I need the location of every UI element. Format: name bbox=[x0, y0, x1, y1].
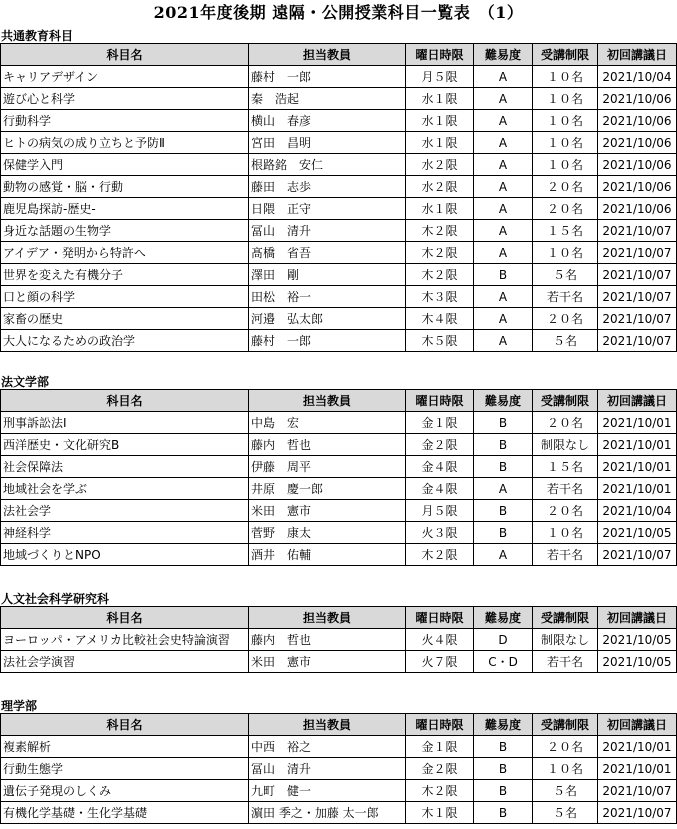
cell-instructor: 藤内 哲也 bbox=[249, 629, 406, 651]
table-row bbox=[1, 242, 677, 264]
cell-difficulty: A bbox=[474, 66, 533, 88]
cell-enrollment-limit: １０名 bbox=[533, 88, 598, 110]
cell-day-period: 木３限 bbox=[406, 286, 474, 308]
table-row bbox=[1, 522, 677, 544]
table-row bbox=[1, 66, 677, 88]
section-title: 共通教育科目 bbox=[1, 29, 74, 43]
cell-difficulty: A bbox=[474, 286, 533, 308]
section-title: 法文学部 bbox=[1, 375, 50, 389]
cell-enrollment-limit: ５名 bbox=[533, 802, 598, 824]
header-enrollment-limit: 受講制限 bbox=[533, 607, 598, 629]
cell-day-period: 木２限 bbox=[406, 264, 474, 286]
cell-day-period: 木１限 bbox=[406, 802, 474, 824]
table-row bbox=[1, 629, 677, 651]
cell-enrollment-limit: 若干名 bbox=[533, 544, 598, 566]
table-header-row bbox=[1, 607, 677, 629]
cell-first-class-date: 2021/10/01 bbox=[598, 736, 677, 758]
cell-enrollment-limit: ５名 bbox=[533, 264, 598, 286]
header-first-class-date: 初回講議日 bbox=[598, 390, 677, 412]
cell-first-class-date: 2021/10/07 bbox=[598, 264, 677, 286]
cell-first-class-date: 2021/10/06 bbox=[598, 154, 677, 176]
cell-first-class-date: 2021/10/01 bbox=[598, 758, 677, 780]
cell-enrollment-limit: １０名 bbox=[533, 522, 598, 544]
cell-course-name: ヨーロッパ・アメリカ比較社会史特論演習 bbox=[1, 629, 249, 651]
cell-difficulty: A bbox=[474, 132, 533, 154]
cell-course-name: 動物の感覚・脳・行動 bbox=[1, 176, 249, 198]
cell-day-period: 木４限 bbox=[406, 308, 474, 330]
cell-course-name: 社会保障法 bbox=[1, 456, 249, 478]
cell-day-period: 金４限 bbox=[406, 478, 474, 500]
cell-instructor: 酒井 佑輔 bbox=[249, 544, 406, 566]
cell-enrollment-limit: １０名 bbox=[533, 154, 598, 176]
table-row bbox=[1, 478, 677, 500]
section-title: 理学部 bbox=[1, 699, 38, 713]
cell-difficulty: A bbox=[474, 308, 533, 330]
cell-course-name: 行動生態学 bbox=[1, 758, 249, 780]
cell-day-period: 水２限 bbox=[406, 154, 474, 176]
table-row bbox=[1, 736, 677, 758]
table-row bbox=[1, 132, 677, 154]
cell-day-period: 木２限 bbox=[406, 780, 474, 802]
cell-first-class-date: 2021/10/06 bbox=[598, 110, 677, 132]
cell-enrollment-limit: 若干名 bbox=[533, 651, 598, 673]
page-title: 2021年度後期 遠隔・公開授業科目一覧表 （1） bbox=[153, 3, 524, 22]
header-day-period: 曜日時限 bbox=[406, 44, 474, 66]
cell-day-period: 月５限 bbox=[406, 66, 474, 88]
cell-instructor: 濵田 季之・加藤 太一郎 bbox=[249, 802, 406, 824]
table-row bbox=[1, 456, 677, 478]
cell-course-name: 刑事訴訟法Ⅰ bbox=[1, 412, 249, 434]
cell-difficulty: A bbox=[474, 220, 533, 242]
header-course-name: 科目名 bbox=[1, 44, 249, 66]
table-row bbox=[1, 176, 677, 198]
cell-first-class-date: 2021/10/05 bbox=[598, 522, 677, 544]
cell-first-class-date: 2021/10/06 bbox=[598, 198, 677, 220]
header-enrollment-limit: 受講制限 bbox=[533, 390, 598, 412]
course-table bbox=[0, 713, 677, 824]
cell-instructor: 米田 憲市 bbox=[249, 651, 406, 673]
table-row bbox=[1, 330, 677, 352]
cell-course-name: 遺伝子発現のしくみ bbox=[1, 780, 249, 802]
cell-day-period: 水１限 bbox=[406, 132, 474, 154]
cell-enrollment-limit: １０名 bbox=[533, 132, 598, 154]
cell-course-name: 地域社会を学ぶ bbox=[1, 478, 249, 500]
table-header-row bbox=[1, 390, 677, 412]
cell-enrollment-limit: ５名 bbox=[533, 780, 598, 802]
cell-day-period: 水２限 bbox=[406, 176, 474, 198]
cell-first-class-date: 2021/10/06 bbox=[598, 132, 677, 154]
table-row bbox=[1, 500, 677, 522]
cell-difficulty: B bbox=[474, 456, 533, 478]
cell-first-class-date: 2021/10/07 bbox=[598, 544, 677, 566]
header-day-period: 曜日時限 bbox=[406, 607, 474, 629]
cell-first-class-date: 2021/10/01 bbox=[598, 412, 677, 434]
cell-difficulty: A bbox=[474, 154, 533, 176]
cell-instructor: 秦 浩起 bbox=[249, 88, 406, 110]
cell-day-period: 木２限 bbox=[406, 220, 474, 242]
cell-course-name: キャリアデザイン bbox=[1, 66, 249, 88]
table-row bbox=[1, 198, 677, 220]
cell-course-name: 鹿児島探訪-歴史- bbox=[1, 198, 249, 220]
table-row bbox=[1, 220, 677, 242]
header-course-name: 科目名 bbox=[1, 607, 249, 629]
cell-first-class-date: 2021/10/01 bbox=[598, 478, 677, 500]
cell-first-class-date: 2021/10/07 bbox=[598, 780, 677, 802]
cell-instructor: 米田 憲市 bbox=[249, 500, 406, 522]
cell-course-name: 行動科学 bbox=[1, 110, 249, 132]
cell-day-period: 水１限 bbox=[406, 88, 474, 110]
cell-instructor: 藤田 志歩 bbox=[249, 176, 406, 198]
cell-instructor: 藤村 一郎 bbox=[249, 330, 406, 352]
header-course-name: 科目名 bbox=[1, 714, 249, 736]
cell-course-name: 地域づくりとNPO bbox=[1, 544, 249, 566]
cell-day-period: 火４限 bbox=[406, 629, 474, 651]
cell-day-period: 火７限 bbox=[406, 651, 474, 673]
cell-day-period: 木５限 bbox=[406, 330, 474, 352]
cell-course-name: 複素解析 bbox=[1, 736, 249, 758]
cell-course-name: 法社会学演習 bbox=[1, 651, 249, 673]
cell-difficulty: A bbox=[474, 88, 533, 110]
cell-difficulty: B bbox=[474, 412, 533, 434]
cell-day-period: 金１限 bbox=[406, 736, 474, 758]
cell-first-class-date: 2021/10/06 bbox=[598, 176, 677, 198]
cell-instructor: 河邉 弘太郎 bbox=[249, 308, 406, 330]
cell-course-name: 神経科学 bbox=[1, 522, 249, 544]
cell-enrollment-limit: １０名 bbox=[533, 758, 598, 780]
cell-course-name: ヒトの病気の成り立ちと予防Ⅱ bbox=[1, 132, 249, 154]
course-table bbox=[0, 606, 677, 673]
header-difficulty: 難易度 bbox=[474, 390, 533, 412]
cell-difficulty: A bbox=[474, 198, 533, 220]
header-enrollment-limit: 受講制限 bbox=[533, 44, 598, 66]
cell-instructor: 伊藤 周平 bbox=[249, 456, 406, 478]
cell-first-class-date: 2021/10/07 bbox=[598, 242, 677, 264]
cell-enrollment-limit: ２０名 bbox=[533, 736, 598, 758]
section bbox=[0, 29, 677, 352]
section bbox=[0, 375, 677, 566]
section bbox=[0, 592, 677, 673]
cell-enrollment-limit: 制限なし bbox=[533, 629, 598, 651]
cell-instructor: 中西 裕之 bbox=[249, 736, 406, 758]
cell-enrollment-limit: １０名 bbox=[533, 110, 598, 132]
cell-enrollment-limit: １０名 bbox=[533, 66, 598, 88]
cell-instructor: 菅野 康太 bbox=[249, 522, 406, 544]
cell-course-name: 西洋歴史・文化研究B bbox=[1, 434, 249, 456]
cell-enrollment-limit: ２０名 bbox=[533, 198, 598, 220]
cell-course-name: 大人になるための政治学 bbox=[1, 330, 249, 352]
cell-course-name: 有機化学基礎・生化学基礎 bbox=[1, 802, 249, 824]
cell-enrollment-limit: ２０名 bbox=[533, 308, 598, 330]
header-difficulty: 難易度 bbox=[474, 607, 533, 629]
cell-first-class-date: 2021/10/07 bbox=[598, 220, 677, 242]
cell-instructor: 澤田 剛 bbox=[249, 264, 406, 286]
cell-difficulty: A bbox=[474, 330, 533, 352]
table-row bbox=[1, 308, 677, 330]
cell-difficulty: D bbox=[474, 629, 533, 651]
table-row bbox=[1, 264, 677, 286]
cell-enrollment-limit: ２０名 bbox=[533, 176, 598, 198]
cell-first-class-date: 2021/10/04 bbox=[598, 500, 677, 522]
cell-day-period: 木２限 bbox=[406, 544, 474, 566]
course-table bbox=[0, 389, 677, 566]
cell-instructor: 根路銘 安仁 bbox=[249, 154, 406, 176]
header-first-class-date: 初回講議日 bbox=[598, 607, 677, 629]
cell-course-name: アイデア・発明から特許へ bbox=[1, 242, 249, 264]
cell-difficulty: A bbox=[474, 110, 533, 132]
cell-course-name: 世界を変えた有機分子 bbox=[1, 264, 249, 286]
cell-instructor: 藤村 一郎 bbox=[249, 66, 406, 88]
header-day-period: 曜日時限 bbox=[406, 390, 474, 412]
header-instructor: 担当教員 bbox=[249, 607, 406, 629]
cell-difficulty: A bbox=[474, 176, 533, 198]
cell-day-period: 木２限 bbox=[406, 242, 474, 264]
cell-first-class-date: 2021/10/07 bbox=[598, 308, 677, 330]
table-header-row bbox=[1, 44, 677, 66]
table-row bbox=[1, 286, 677, 308]
cell-first-class-date: 2021/10/07 bbox=[598, 286, 677, 308]
cell-difficulty: B bbox=[474, 780, 533, 802]
cell-enrollment-limit: １５名 bbox=[533, 220, 598, 242]
cell-instructor: 九町 健一 bbox=[249, 780, 406, 802]
cell-instructor: 日隈 正守 bbox=[249, 198, 406, 220]
table-row bbox=[1, 110, 677, 132]
cell-difficulty: B bbox=[474, 802, 533, 824]
cell-instructor: 中島 宏 bbox=[249, 412, 406, 434]
cell-enrollment-limit: 若干名 bbox=[533, 286, 598, 308]
cell-instructor: 藤内 哲也 bbox=[249, 434, 406, 456]
header-enrollment-limit: 受講制限 bbox=[533, 714, 598, 736]
cell-day-period: 金１限 bbox=[406, 412, 474, 434]
cell-course-name: 保健学入門 bbox=[1, 154, 249, 176]
cell-instructor: 宮田 昌明 bbox=[249, 132, 406, 154]
cell-first-class-date: 2021/10/04 bbox=[598, 66, 677, 88]
table-row bbox=[1, 780, 677, 802]
cell-instructor: 井原 慶一郎 bbox=[249, 478, 406, 500]
table-row bbox=[1, 154, 677, 176]
cell-day-period: 火３限 bbox=[406, 522, 474, 544]
cell-course-name: 身近な話題の生物学 bbox=[1, 220, 249, 242]
cell-difficulty: B bbox=[474, 434, 533, 456]
table-header-row bbox=[1, 714, 677, 736]
cell-enrollment-limit: ２０名 bbox=[533, 500, 598, 522]
cell-difficulty: C・D bbox=[474, 651, 533, 673]
cell-first-class-date: 2021/10/01 bbox=[598, 456, 677, 478]
cell-first-class-date: 2021/10/01 bbox=[598, 434, 677, 456]
cell-instructor: 髙橋 省吾 bbox=[249, 242, 406, 264]
cell-day-period: 水１限 bbox=[406, 198, 474, 220]
cell-enrollment-limit: 制限なし bbox=[533, 434, 598, 456]
cell-difficulty: A bbox=[474, 544, 533, 566]
cell-first-class-date: 2021/10/07 bbox=[598, 802, 677, 824]
cell-difficulty: B bbox=[474, 264, 533, 286]
header-first-class-date: 初回講議日 bbox=[598, 44, 677, 66]
cell-enrollment-limit: ５名 bbox=[533, 330, 598, 352]
cell-instructor: 田松 裕一 bbox=[249, 286, 406, 308]
cell-difficulty: A bbox=[474, 478, 533, 500]
table-row bbox=[1, 434, 677, 456]
cell-difficulty: B bbox=[474, 758, 533, 780]
header-instructor: 担当教員 bbox=[249, 44, 406, 66]
header-day-period: 曜日時限 bbox=[406, 714, 474, 736]
cell-day-period: 金４限 bbox=[406, 456, 474, 478]
cell-instructor: 冨山 清升 bbox=[249, 758, 406, 780]
table-row bbox=[1, 412, 677, 434]
cell-instructor: 冨山 清升 bbox=[249, 220, 406, 242]
cell-day-period: 金２限 bbox=[406, 758, 474, 780]
header-course-name: 科目名 bbox=[1, 390, 249, 412]
cell-instructor: 横山 春彦 bbox=[249, 110, 406, 132]
cell-difficulty: B bbox=[474, 500, 533, 522]
cell-enrollment-limit: 若干名 bbox=[533, 478, 598, 500]
cell-difficulty: B bbox=[474, 736, 533, 758]
header-difficulty: 難易度 bbox=[474, 44, 533, 66]
cell-course-name: 遊び心と科学 bbox=[1, 88, 249, 110]
cell-first-class-date: 2021/10/05 bbox=[598, 651, 677, 673]
section-title: 人文社会科学研究科 bbox=[1, 592, 110, 606]
cell-course-name: 口と顔の科学 bbox=[1, 286, 249, 308]
section bbox=[0, 699, 677, 824]
cell-day-period: 水１限 bbox=[406, 110, 474, 132]
cell-first-class-date: 2021/10/05 bbox=[598, 629, 677, 651]
table-row bbox=[1, 88, 677, 110]
cell-enrollment-limit: ２０名 bbox=[533, 412, 598, 434]
table-row bbox=[1, 802, 677, 824]
table-row bbox=[1, 758, 677, 780]
header-instructor: 担当教員 bbox=[249, 714, 406, 736]
cell-enrollment-limit: １０名 bbox=[533, 242, 598, 264]
cell-difficulty: A bbox=[474, 242, 533, 264]
header-first-class-date: 初回講議日 bbox=[598, 714, 677, 736]
header-difficulty: 難易度 bbox=[474, 714, 533, 736]
cell-difficulty: B bbox=[474, 522, 533, 544]
cell-day-period: 金２限 bbox=[406, 434, 474, 456]
cell-first-class-date: 2021/10/06 bbox=[598, 88, 677, 110]
table-row bbox=[1, 544, 677, 566]
cell-course-name: 家畜の歴史 bbox=[1, 308, 249, 330]
table-row bbox=[1, 651, 677, 673]
cell-day-period: 月５限 bbox=[406, 500, 474, 522]
cell-enrollment-limit: １５名 bbox=[533, 456, 598, 478]
cell-first-class-date: 2021/10/07 bbox=[598, 330, 677, 352]
header-instructor: 担当教員 bbox=[249, 390, 406, 412]
cell-course-name: 法社会学 bbox=[1, 500, 249, 522]
course-table bbox=[0, 43, 677, 352]
